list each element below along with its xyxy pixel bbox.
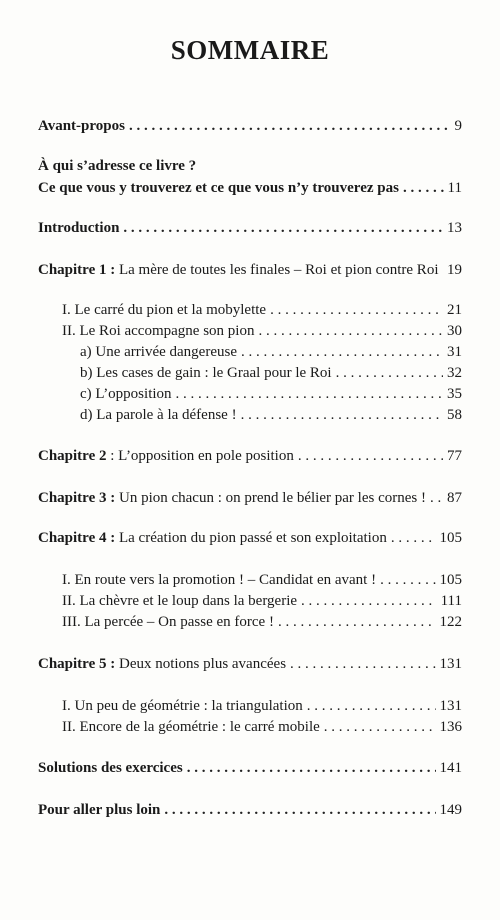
toc-entry-label: Chapitre 1 : La mère de toutes les finales – Roi et pion contre Roi bbox=[38, 262, 439, 278]
toc-entry-label: I. Le carré du pion et la mobylette bbox=[62, 302, 267, 318]
toc-entry-label: Chapitre 4 : La création du pion passé et son exploitation bbox=[38, 530, 387, 546]
toc-page-number: 11 bbox=[447, 180, 462, 196]
toc-page-number: 149 bbox=[439, 802, 462, 818]
toc-entry-label: I. En route vers la promotion ! – Candidat en avant ! bbox=[62, 572, 377, 588]
dot-leader bbox=[298, 446, 443, 466]
toc-entry-pour-aller-plus-loin[interactable] bbox=[38, 800, 462, 820]
toc-page-number: 105 bbox=[439, 572, 462, 588]
toc-entry-ch1-section-2b[interactable] bbox=[80, 363, 462, 383]
toc-page-number: 141 bbox=[439, 760, 462, 776]
toc-entry-ch1-section-1[interactable] bbox=[62, 300, 462, 320]
toc-page-number: 111 bbox=[440, 593, 462, 609]
toc-entry-label: Chapitre 3 : Un pion chacun : on prend le bélier par les cornes ! bbox=[38, 490, 426, 506]
toc-entry-label: II. Encore de la géométrie : le carré mobile bbox=[62, 719, 320, 735]
toc-entry-label: I. Un peu de géométrie : la triangulation bbox=[62, 698, 303, 714]
dot-leader bbox=[164, 800, 435, 820]
toc-entry-chapitre-1[interactable] bbox=[38, 260, 462, 280]
dot-leader bbox=[176, 384, 443, 404]
dot-leader bbox=[278, 612, 436, 632]
toc-entry-label: Avant-propos bbox=[38, 118, 125, 134]
toc-page-number: 21 bbox=[447, 302, 462, 318]
toc-page-number: 31 bbox=[447, 344, 462, 360]
toc-page-number: 136 bbox=[439, 719, 462, 735]
toc-entry-ch1-section-2c[interactable] bbox=[80, 384, 462, 404]
dot-leader bbox=[391, 528, 436, 548]
toc-entry-a-qui-label: À qui s’adresse ce livre ? bbox=[38, 158, 197, 174]
dot-leader bbox=[290, 654, 435, 674]
toc-page-number: 122 bbox=[439, 614, 462, 630]
toc-entry-chapitre-5[interactable] bbox=[38, 654, 462, 674]
toc-entry-chapitre-2[interactable] bbox=[38, 446, 462, 466]
dot-leader bbox=[258, 321, 443, 341]
toc-page-number: 9 bbox=[454, 118, 462, 134]
toc-page-number: 35 bbox=[447, 386, 462, 402]
toc-page-number: 19 bbox=[447, 262, 462, 278]
dot-leader bbox=[270, 300, 443, 320]
toc-page-number: 105 bbox=[439, 530, 462, 546]
toc-entry-label: Chapitre 2 : L’opposition en pole position bbox=[38, 448, 294, 464]
page-title: SOMMAIRE bbox=[170, 35, 330, 65]
dot-leader bbox=[403, 178, 444, 198]
toc-entry-label: Pour aller plus loin bbox=[38, 802, 161, 818]
dot-leader bbox=[336, 363, 443, 383]
toc-entry-avant-propos[interactable] bbox=[38, 116, 462, 136]
toc-entry-ch4-section-2[interactable] bbox=[62, 591, 462, 611]
dot-leader bbox=[307, 696, 436, 716]
toc-entry-label: c) L’opposition bbox=[80, 386, 172, 402]
toc-entry-chapitre-4[interactable] bbox=[38, 528, 462, 548]
toc-entry-label: III. La percée – On passe en force ! bbox=[62, 614, 274, 630]
toc-entry-label: II. Le Roi accompagne son pion bbox=[62, 323, 255, 339]
dot-leader bbox=[442, 260, 443, 280]
toc-entry-introduction[interactable] bbox=[38, 218, 462, 238]
dot-leader bbox=[380, 570, 435, 590]
toc-entry-ch5-section-1[interactable] bbox=[62, 696, 462, 716]
toc-entry-ch4-section-3[interactable] bbox=[62, 612, 462, 632]
toc-entry-label: Ce que vous y trouverez et ce que vous n’y trouverez pas bbox=[38, 180, 399, 196]
toc-entry-ch5-section-2[interactable] bbox=[62, 717, 462, 737]
toc-entry-label: b) Les cases de gain : le Graal pour le Roi bbox=[80, 365, 332, 381]
toc-page-number: 32 bbox=[447, 365, 462, 381]
toc-page-number: 131 bbox=[439, 698, 462, 714]
toc-page-number: 58 bbox=[447, 407, 462, 423]
toc-entry-label: II. La chèvre et le loup dans la bergerie bbox=[62, 593, 298, 609]
toc-entry-ce-que-vous[interactable] bbox=[38, 178, 462, 198]
toc-entry-ch1-section-2a[interactable] bbox=[80, 342, 462, 362]
toc-entry-label: a) Une arrivée dangereuse bbox=[80, 344, 237, 360]
toc-entry-label: Solutions des exercices bbox=[38, 760, 183, 776]
toc-entry-solutions[interactable] bbox=[38, 758, 462, 778]
toc-entry-ch1-section-2[interactable] bbox=[62, 321, 462, 341]
dot-leader bbox=[301, 591, 437, 611]
toc-entry-ch4-section-1[interactable] bbox=[62, 570, 462, 590]
toc-entry-label: Chapitre 5 : Deux notions plus avancées bbox=[38, 656, 287, 672]
dot-leader bbox=[430, 488, 443, 508]
toc-page-number: 77 bbox=[447, 448, 462, 464]
toc-entry-label: Introduction bbox=[38, 220, 120, 236]
toc-page-number: 30 bbox=[447, 323, 462, 339]
dot-leader bbox=[187, 758, 436, 778]
dot-leader bbox=[129, 116, 451, 136]
toc-entry-label: d) La parole à la défense ! bbox=[80, 407, 237, 423]
dot-leader bbox=[241, 342, 443, 362]
dot-leader bbox=[324, 717, 436, 737]
toc-entry-ch1-section-2d[interactable] bbox=[80, 405, 462, 425]
toc-page-number: 131 bbox=[439, 656, 462, 672]
toc-page-number: 87 bbox=[447, 490, 462, 506]
dot-leader bbox=[123, 218, 443, 238]
toc-page-number: 13 bbox=[447, 220, 462, 236]
dot-leader bbox=[241, 405, 443, 425]
toc-entry-chapitre-3[interactable] bbox=[38, 488, 462, 508]
